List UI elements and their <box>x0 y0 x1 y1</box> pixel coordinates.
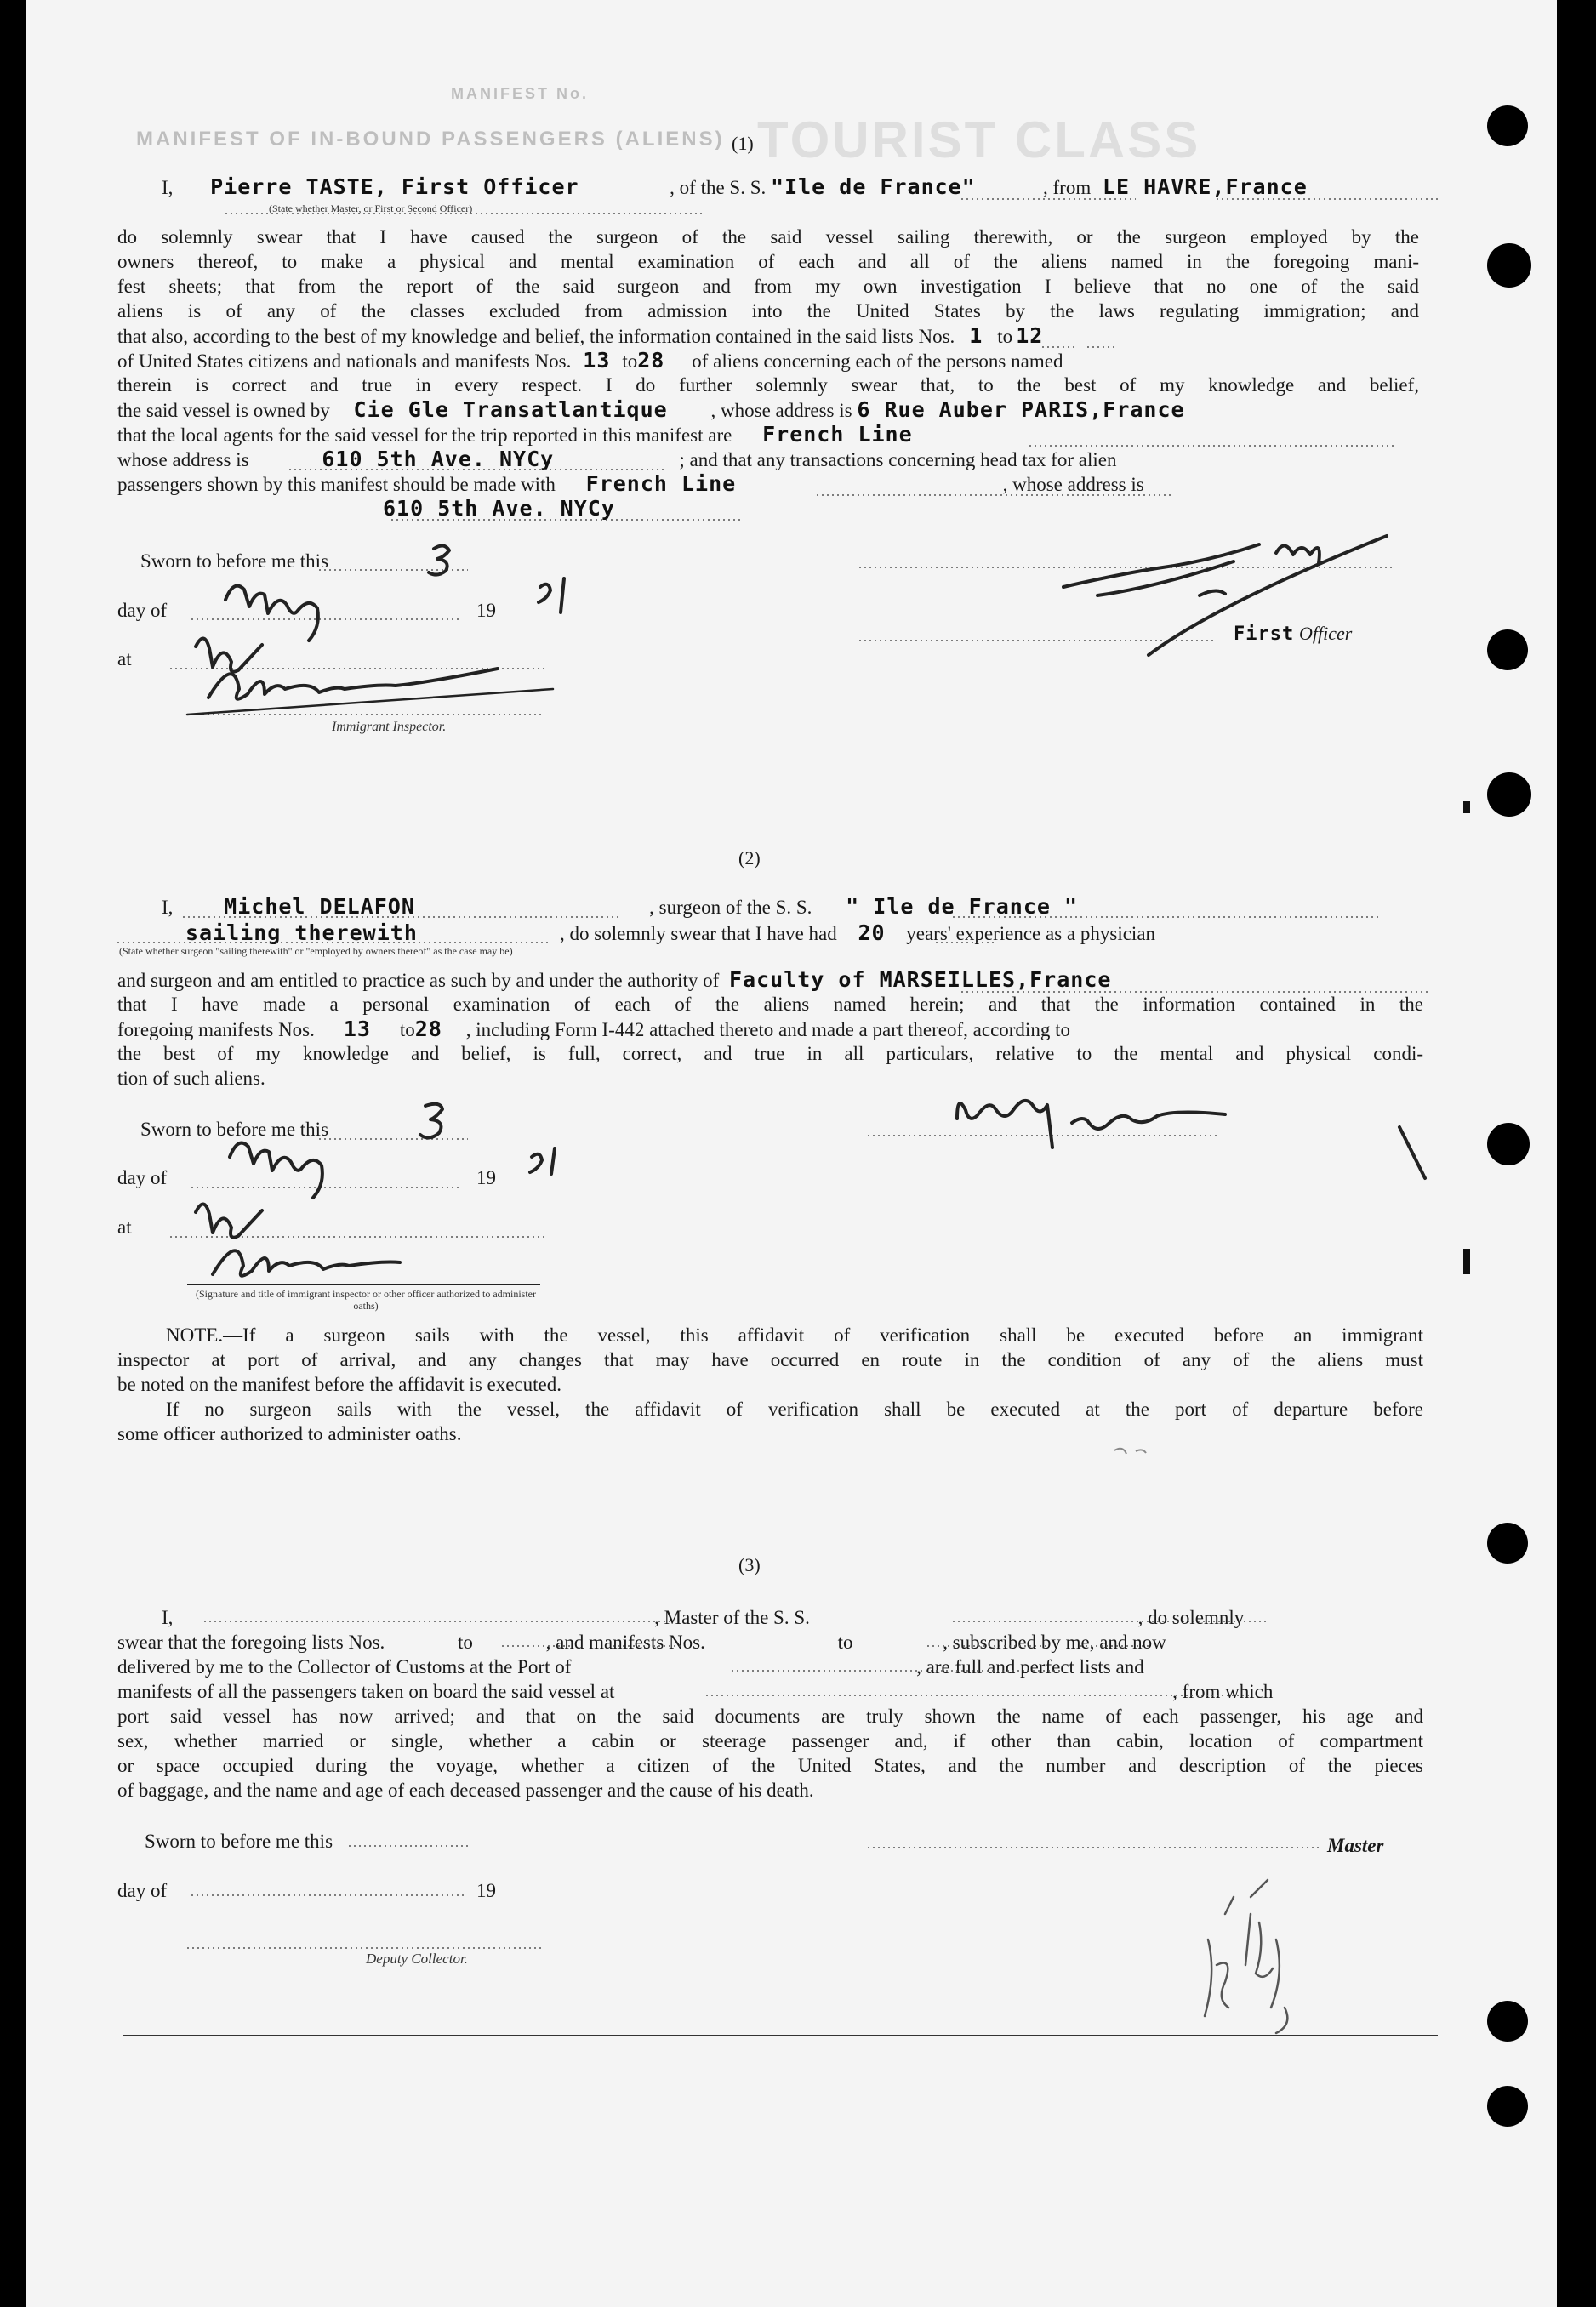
s1-line: therein is correct and true in every respect. I do further solemnly swear that, to the best of my knowledge and belief, <box>117 374 1419 396</box>
s1-year: 19 <box>476 600 496 621</box>
s1-at: at <box>117 648 132 669</box>
s2-caption: (State whether surgeon "sailing therewith" or "employed by owners thereof" as the case may be) <box>119 945 513 957</box>
s3-line-3: delivered by me to the Collector of Customs at the Port of , are full and perfect lists and <box>117 1656 1144 1678</box>
s1-i: I, <box>162 177 174 198</box>
note-line: some officer authorized to administer oaths. <box>117 1423 462 1444</box>
s2-line-1: I, Michel DELAFON , surgeon of the S. S. " Ile de France " <box>162 894 1079 919</box>
s1-day-of: day of <box>117 600 168 621</box>
s2-line-7: tion of such aliens. <box>117 1068 265 1089</box>
faint-stamp: TOURIST CLASS <box>757 111 1201 168</box>
lists-to: 12 <box>1016 323 1044 348</box>
s1-line-owner: the said vessel is owned by Cie Gle Transatlantique , whose address is 6 Rue Auber PARIS,France <box>117 397 1185 422</box>
s2-line-6: the best of my knowledge and belief, is full, correct, and true in all particulars, relative to the mental and physical condi- <box>117 1043 1423 1064</box>
s2-manifests-from: 13 <box>343 1017 371 1041</box>
s2-sworn: Sworn to before me this <box>140 1119 329 1140</box>
s2-line-4: that I have made a personal examination of each of the aliens named herein; and that the information contained in the <box>117 994 1423 1015</box>
note-line: inspector at port of arrival, and any changes that may have occurred en route in the condition of any of the aliens must <box>117 1349 1423 1370</box>
s3-line: port said vessel has now arrived; and that on the said documents are truly shown the name of each passenger, his age and <box>117 1706 1423 1727</box>
surgeon-status: sailing therewith <box>185 920 418 945</box>
s1-line-manifests: of United States citizens and nationals and manifests Nos. 13 to28 of aliens concerning each of the persons named <box>117 348 1063 373</box>
s3-sworn: Sworn to before me this <box>145 1831 333 1852</box>
ship-name: "Ile de France" <box>771 174 976 199</box>
s1-line: aliens is of any of the classes excluded from admission into the United States by the laws regulating immigration; and <box>117 300 1419 322</box>
s2-ship-name: " Ile de France " <box>846 894 1079 919</box>
vessel-owner: Cie Gle Transatlantique <box>353 397 668 422</box>
s1-line: do solemnly swear that I have caused the surgeon of the said vessel sailing therewith, or the surgeon employed by the <box>117 226 1419 248</box>
note-line: NOTE.—If a surgeon sails with the vessel, this affidavit of verification shall be executed before an immigrant <box>166 1324 1423 1346</box>
s3-line: or space occupied during the voyage, whether a citizen of the United States, and the number and description of the pieces <box>117 1755 1423 1776</box>
s3-year: 19 <box>476 1880 496 1901</box>
note-line: be noted on the manifest before the affidavit is executed. <box>117 1374 561 1395</box>
manifests-from: 13 <box>583 348 611 373</box>
section-2-number: (2) <box>738 847 761 869</box>
officer-name: Pierre TASTE, First Officer <box>210 174 579 199</box>
s1-sworn: Sworn to before me this <box>140 550 329 572</box>
s3-master: Master <box>1327 1835 1384 1856</box>
headtax-address: 610 5th Ave. NYCy <box>383 496 615 521</box>
s1-line: owners thereof, to make a physical and mental examination of each and all of the aliens named in the foregoing mani- <box>117 251 1419 272</box>
margin-scribble <box>26 0 1557 2307</box>
s1-line-agents: that the local agents for the said vessel for the trip reported in this manifest are French Line <box>117 422 913 447</box>
s2-day-of: day of <box>117 1167 168 1188</box>
headtax-agent: French Line <box>585 471 737 496</box>
years-experience: 20 <box>858 920 886 945</box>
authority: Faculty of MARSEILLES,France <box>729 967 1112 992</box>
section-1-number: (1) <box>732 133 754 154</box>
lists-from: 1 <box>969 323 983 348</box>
note-line: If no surgeon sails with the vessel, the affidavit of verification shall be executed at the port of departure before <box>166 1398 1423 1420</box>
s3-day-of: day of <box>117 1880 168 1901</box>
s3-line-2: swear that the foregoing lists Nos. to , and manifests Nos. to , subscribed by me, and now <box>117 1632 1166 1653</box>
owner-address: 6 Rue Auber PARIS,France <box>857 397 1185 422</box>
s1-line-headtax: passengers shown by this manifest should be made with French Line , whose address is <box>117 471 1144 496</box>
faint-manifest-no: MANIFEST No. <box>451 85 589 102</box>
s1-from: , from <box>1043 177 1092 198</box>
agent-address: 610 5th Ave. NYCy <box>322 447 555 471</box>
s1-inspector-caption: Immigrant Inspector. <box>332 720 447 734</box>
s3-line-4: manifests of all the passengers taken on board the said vessel at , from which <box>117 1681 1274 1702</box>
s3-line: sex, whether married or single, whether a cabin or steerage passenger and, if other than cabin, location of compartment <box>117 1730 1423 1752</box>
s1-caption: (State whether Master, or First or Second Officer) <box>269 202 473 214</box>
section-3-number: (3) <box>738 1554 761 1575</box>
local-agent: French Line <box>762 422 913 447</box>
first-officer-typed: First Officer <box>1234 623 1353 645</box>
deputy-collector: Deputy Collector. <box>366 1951 468 1967</box>
s2-line-5: foregoing manifests Nos. 13 to28 , including Form I-442 attached thereto and made a part thereof, according to <box>117 1017 1070 1041</box>
s1-line-agent-address: whose address is 610 5th Ave. NYCy ; and that any transactions concerning head tax for alien <box>117 447 1117 471</box>
surgeon-name: Michel DELAFON <box>224 894 415 919</box>
s3-line: of baggage, and the name and age of each deceased passenger and the cause of his death. <box>117 1780 814 1801</box>
departure-port: LE HAVRE,France <box>1102 174 1308 199</box>
manifest-page <box>26 0 1557 2307</box>
s2-inspector-caption: (Signature and title of immigrant inspector or other officer authorized to administer oaths) <box>196 1288 536 1312</box>
s3-line-1: I, , Master of the S. S. , do solemnly <box>162 1607 1245 1628</box>
s2-year: 19 <box>476 1167 496 1188</box>
s2-line-2: sailing therewith , do solemnly swear that I have had 20 years' experience as a physician <box>185 920 1156 945</box>
faint-header: MANIFEST OF IN-BOUND PASSENGERS (ALIENS) <box>136 128 725 151</box>
s1-line: fest sheets; that from the report of the said surgeon and from my own investigation I believe that no one of the said <box>117 276 1419 297</box>
s2-at: at <box>117 1216 132 1238</box>
s2-line-3: and surgeon and am entitled to practice as such by and under the authority of Faculty of MARSEILLES,France <box>117 967 1112 992</box>
s2-manifests-to: 28 <box>414 1017 442 1041</box>
s1-of-ss: , of the S. S. <box>670 177 767 198</box>
s1-line-lists: that also, according to the best of my knowledge and belief, the information contained in the said lists Nos. 1 to 12 <box>117 323 1044 348</box>
manifests-to: 28 <box>637 348 665 373</box>
